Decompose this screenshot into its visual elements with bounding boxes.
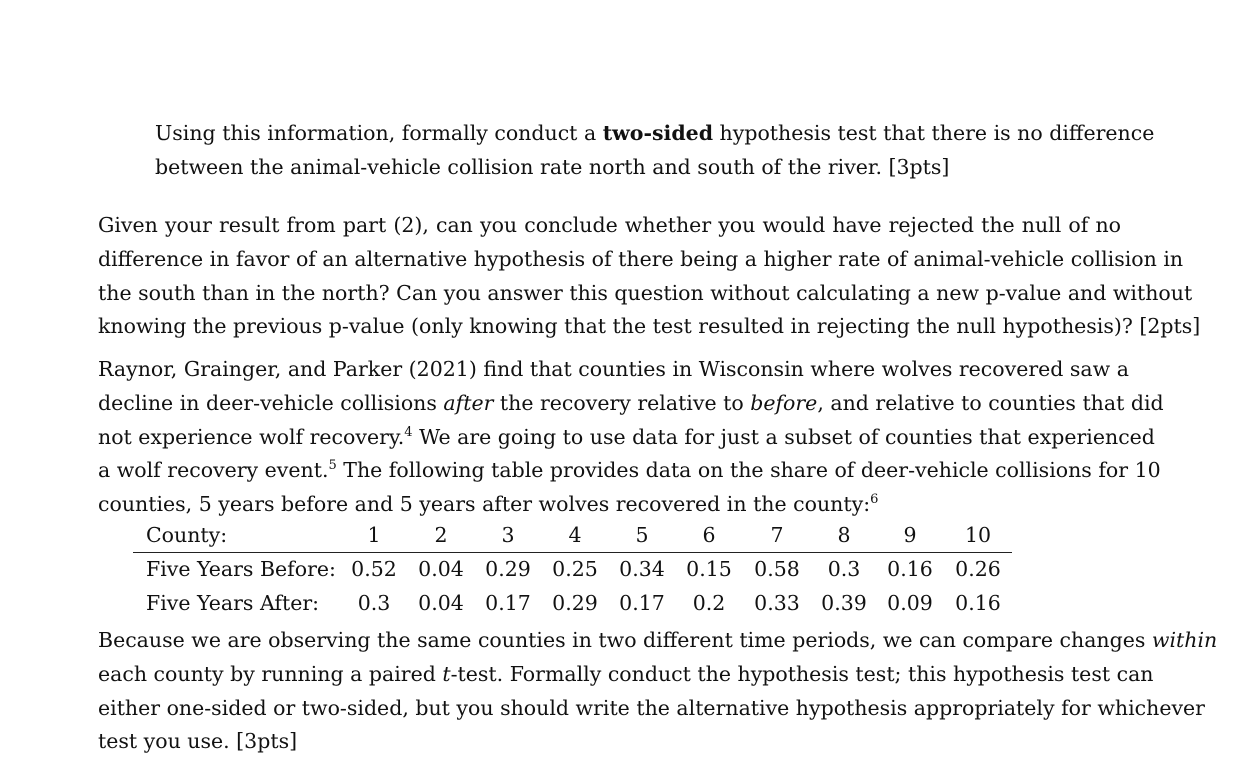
table-cell: 0.52 <box>351 557 397 581</box>
text-line: not experience wolf recovery.$^4$ We are going to use data for just a subset of counties that experienced <box>98 424 1155 449</box>
table-cell: 0.29 <box>485 557 531 581</box>
county-header: 3 <box>501 523 515 547</box>
text-line: Raynor, Grainger, and Parker (2021) find that counties in Wisconsin where wolves recovered saw a <box>98 357 1129 381</box>
table-cell: 0.09 <box>887 591 933 615</box>
paragraph-part-2-question <box>98 209 1201 344</box>
text-line: decline in deer-vehicle collisions after the recovery relative to before, and relative to counties that did <box>98 390 1164 415</box>
table-cell: 0.29 <box>552 591 598 615</box>
table-cell: 0.16 <box>887 557 933 581</box>
table-header-row <box>133 519 1012 553</box>
table-cell: 0.17 <box>619 591 665 615</box>
county-header: 5 <box>635 523 649 547</box>
table-cell: 0.25 <box>552 557 598 581</box>
text-line: test you use. [3pts] <box>98 729 298 754</box>
text-line: each county by running a paired t-test. Formally conduct the hypothesis test; this hypothesis test can <box>98 661 1154 686</box>
text-line: either one-sided or two-sided, but you should write the alternative hypothesis appropriately for whichever <box>98 695 1205 720</box>
text-line: Using this information, formally conduct a two-sided hypothesis test that there is no difference <box>155 121 1155 145</box>
footnote-marker-4: 4 <box>404 424 413 440</box>
emphasis-after: after <box>443 390 494 415</box>
collision-share-table <box>133 519 1012 621</box>
table-cell: 0.04 <box>418 591 464 615</box>
county-header: 6 <box>702 523 716 547</box>
table-cell: 0.58 <box>754 557 800 581</box>
text-line: counties, 5 years before and 5 years after wolves recovered in the county:$^6$ <box>98 492 879 517</box>
row-label: Five Years Before: <box>146 557 336 581</box>
table-cell: 0.33 <box>754 591 800 615</box>
emphasis-t: t <box>442 661 451 686</box>
table-row-after <box>133 587 1012 621</box>
table-cell: 0.39 <box>821 591 867 615</box>
text-line: Because we are observing the same counties in two different time periods, we can compare changes within <box>98 628 1218 652</box>
footnote-marker-5: 5 <box>328 458 337 474</box>
table-cell: 0.2 <box>692 591 726 615</box>
county-header: 10 <box>964 523 992 547</box>
text-line: the south than in the north? Can you answer this question without calculating a new p-value and without <box>98 280 1193 305</box>
row-label: Five Years After: <box>146 591 320 615</box>
table-cell: 0.04 <box>418 557 464 581</box>
paragraph-wolf-recovery <box>98 353 1164 522</box>
table-cell: 0.34 <box>619 557 665 581</box>
text-line: difference in favor of an alternative hypothesis of there being a higher rate of animal-vehicle collision in <box>98 246 1184 271</box>
table-cell: 0.17 <box>485 591 531 615</box>
county-header: 9 <box>903 523 917 547</box>
text-line: a wolf recovery event.$^5$ The following table provides data on the share of deer-vehicle collisions for 10 <box>98 458 1161 483</box>
text-line: Given your result from part (2), can you conclude whether you would have rejected the null of no <box>98 213 1121 237</box>
footnote-marker-6: 6 <box>870 492 879 508</box>
table-header-label: County: <box>146 523 228 547</box>
table-cell: 0.15 <box>686 557 732 581</box>
table-row-before <box>133 553 1012 587</box>
table-cell: 0.26 <box>955 557 1001 581</box>
county-header: 7 <box>770 523 784 547</box>
paragraph-paired-t-test <box>98 624 1218 759</box>
emphasis-two-sided: two-sided <box>602 121 714 145</box>
text-line: knowing the previous p-value (only knowing that the test resulted in rejecting the null hypothesis)? [2pts] <box>98 314 1201 339</box>
county-header: 1 <box>367 523 381 547</box>
table-cell: 0.16 <box>955 591 1001 615</box>
paragraph-two-sided-test <box>155 117 1155 185</box>
county-header: 4 <box>568 523 582 547</box>
table-cell: 0.3 <box>357 591 391 615</box>
county-header: 8 <box>837 523 851 547</box>
county-header: 2 <box>434 523 448 547</box>
emphasis-before: before <box>750 390 818 415</box>
emphasis-within: within <box>1151 628 1218 652</box>
table-cell: 0.3 <box>827 557 861 581</box>
text-line: between the animal-vehicle collision rate north and south of the river. [3pts] <box>155 154 950 179</box>
